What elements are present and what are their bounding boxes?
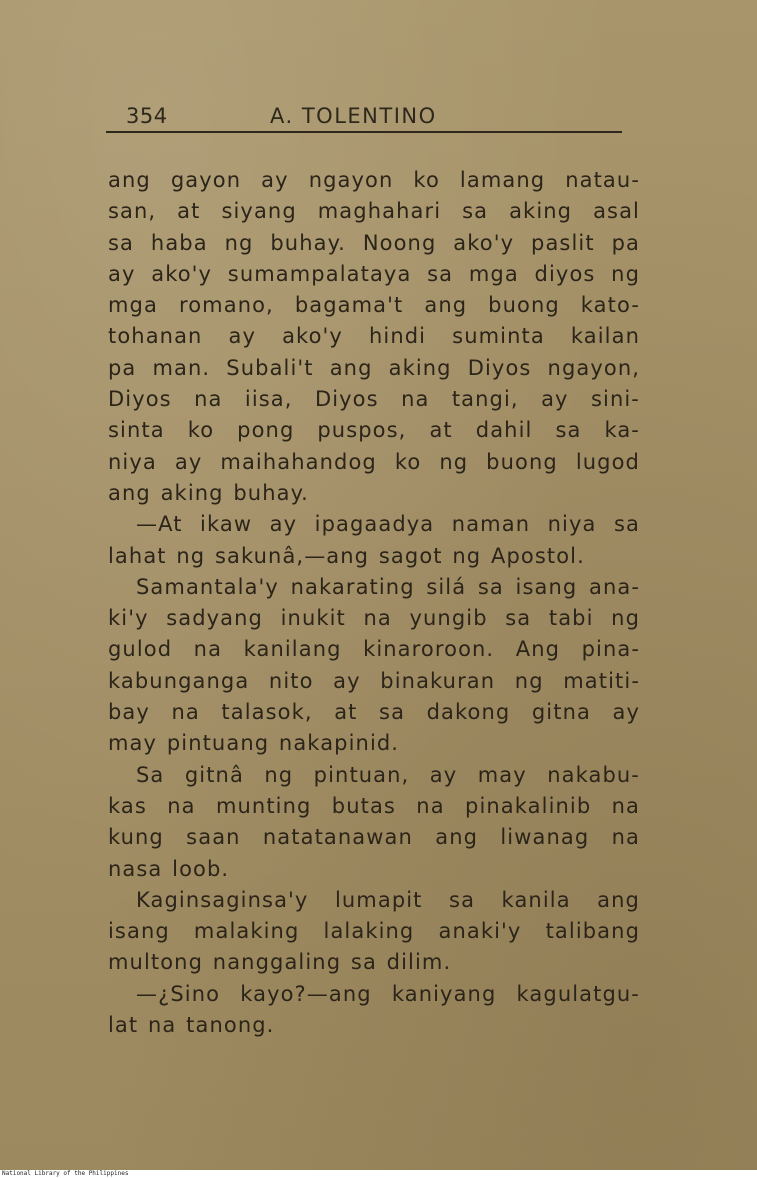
text-line: kas na munting butas na pinakalinib na xyxy=(108,793,640,818)
text-line: Sa gitnâ ng pintuan, ay may nakabu- xyxy=(136,762,640,787)
running-head: A. TOLENTINO xyxy=(270,104,437,128)
text-line: sinta ko pong puspos, at dahil sa ka- xyxy=(108,418,640,443)
text-line: lat na tanong. xyxy=(108,1013,275,1038)
text-line: bay na talasok, at sa dakong gitna ay xyxy=(108,700,640,725)
text-line: lahat ng sakunâ,—ang sagot ng Apostol. xyxy=(108,543,585,568)
text-line: ang aking buhay. xyxy=(108,480,309,505)
text-line: —¿Sino kayo?—ang kaniyang kagulatgu- xyxy=(136,981,640,1006)
header-rule xyxy=(106,131,622,133)
text-line: pa man. Subali't ang aking Diyos ngayon, xyxy=(108,355,640,380)
page-number: 354 xyxy=(126,104,168,128)
text-line: nasa loob. xyxy=(108,856,230,881)
text-line: kung saan natatanawan ang liwanag na xyxy=(108,825,640,850)
text-line: multong nanggaling sa dilim. xyxy=(108,950,452,975)
text-line: gulod na kanilang kinaroroon. Ang pina- xyxy=(108,637,640,662)
page-header xyxy=(106,104,622,134)
text-line: kabungangа nito ay binakuran ng matiti- xyxy=(108,668,640,693)
text-line: san, at siyang maghahari sa aking asal xyxy=(108,199,640,224)
body-text xyxy=(108,165,640,1041)
text-line: niya ay maihahandog ko ng buong lugod xyxy=(108,449,640,474)
library-credit: National Library of the Philippines xyxy=(2,1170,129,1177)
text-line: ki'y sadyang inukit na yungib sa tabi ng xyxy=(108,606,640,631)
text-line: tohanan ay ako'y hindi suminta kailan xyxy=(108,324,640,349)
text-line: ay ako'y sumampalataya sa mga diyos ng xyxy=(108,261,640,286)
text-line: mga romano, bagama't ang buong kato- xyxy=(108,293,640,318)
text-line: Kaginsaginsa'y lumapit sa kanila ang xyxy=(136,887,640,912)
text-line: Diyos na iisa, Diyos na tangi, ay sini- xyxy=(108,387,640,412)
text-line: may pintuang nakapinid. xyxy=(108,731,400,756)
text-line: ang gayon ay ngayon ko lamang natau- xyxy=(108,168,640,192)
text-line: sa haba ng buhay. Noong ako'y paslit pa xyxy=(108,230,640,255)
text-line: Samantala'y nakarating silá sa isang ana- xyxy=(136,574,640,599)
text-line: —At ikaw ay ipagaadya naman niya sa xyxy=(136,512,640,537)
text-line: isang malaking lalaking anaki'y talibang xyxy=(108,919,640,944)
